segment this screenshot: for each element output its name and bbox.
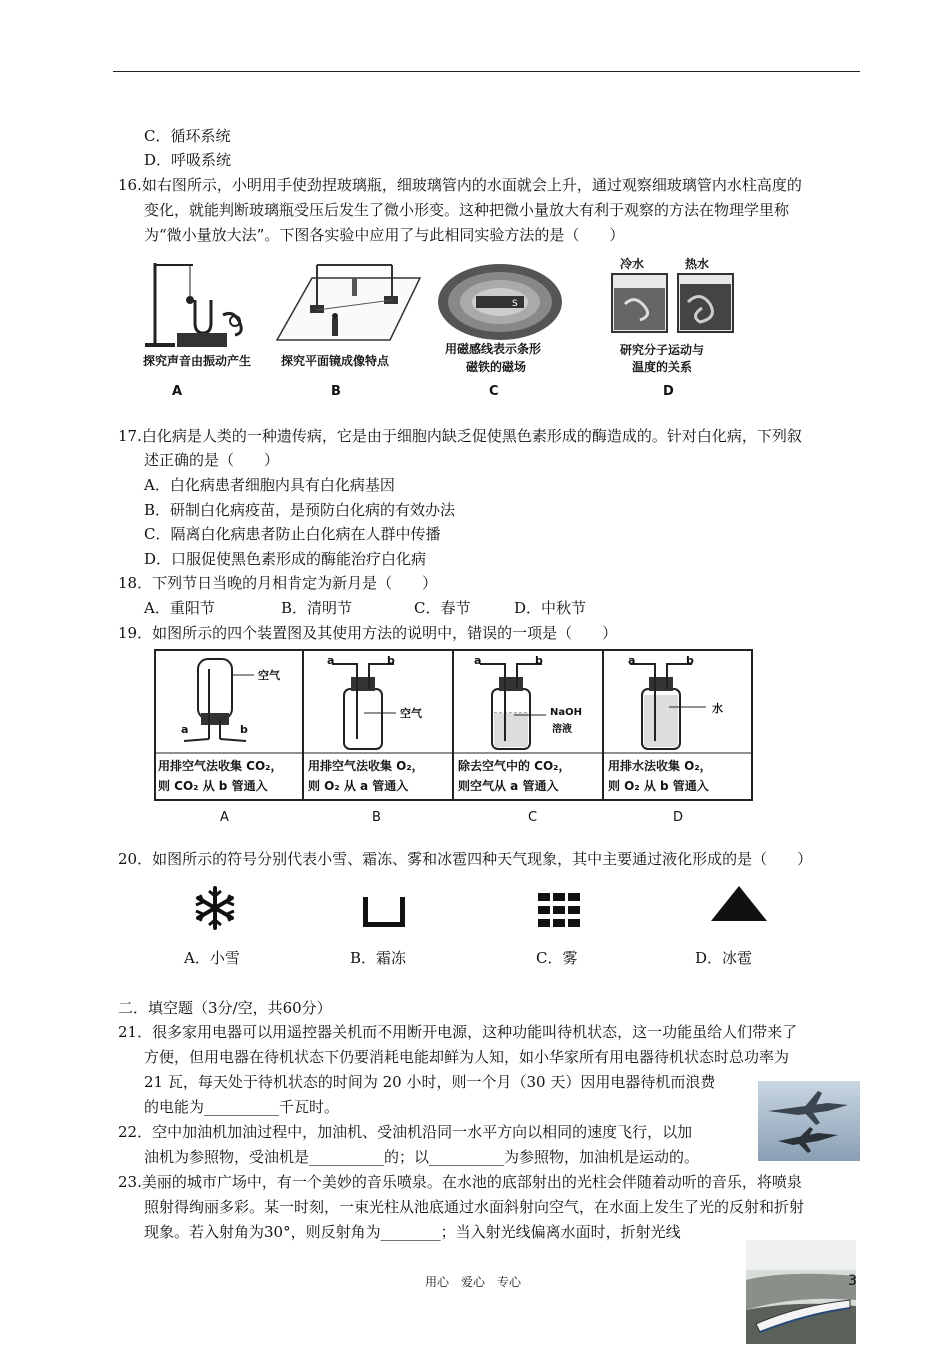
q16-line-2: 变化，就能判断玻璃瓶受压后发生了微小形变。这种把微小量放大有利于观察的方法在物理学里称: [144, 201, 790, 219]
q19-c-tube-b: b: [535, 654, 543, 667]
q16-figure-a: [135, 255, 260, 350]
q19-label-c: C: [528, 810, 538, 825]
q16-figure-b: [272, 260, 422, 345]
q22-line-2: 油机为参照物，受油机是__________的；以__________为参照物，加油机是运动的。: [144, 1148, 700, 1166]
option-d-top: D．呼吸系统: [144, 151, 232, 169]
q19-b-tube-b: b: [387, 654, 395, 667]
q19-d-tube-a: a: [628, 654, 636, 667]
q20-option-a: A．小雪: [184, 949, 240, 967]
q16-caption-d1: 研究分子运动与: [620, 343, 705, 357]
beaker-cold-label: 冷水: [620, 257, 645, 271]
q19-cell-d-1: 用排水法收集 O₂，: [608, 759, 712, 773]
q19-cell-a-2: 则 CO₂ 从 b 管通入: [158, 779, 268, 793]
footer-motto: 用心 爱心 专心: [425, 1275, 522, 1289]
q19-c-naoh: NaOH: [550, 707, 582, 718]
q19-cell-b-2: 则 O₂ 从 a 管通入: [308, 779, 409, 793]
q21-line-4: 的电能为__________千瓦时。: [144, 1098, 340, 1116]
q19-cell-c-1: 除去空气中的 CO₂，: [458, 759, 571, 773]
section-2-title: 二．填空题（3分/空，共60分）: [118, 999, 332, 1017]
q16-caption-c1: 用磁感线表示条形: [445, 342, 542, 356]
q16-line-3: 为“微小量放大法”。下图各实验中应用了与此相同实验方法的是（ ）: [144, 226, 625, 244]
q18-option-b: B．清明节: [281, 599, 353, 617]
train-photo: [746, 1240, 856, 1348]
q18-option-a: A．重阳节: [144, 599, 215, 617]
q19-a-tube-a: a: [181, 723, 189, 736]
beaker-hot-label: 热水: [685, 257, 710, 271]
q19-c-tube-a: a: [474, 654, 482, 667]
q19-a-tube-b: b: [240, 723, 248, 736]
q19-b-air: 空气: [400, 707, 422, 720]
q19-label-a: A: [220, 810, 229, 825]
option-c-top: C．循环系统: [144, 127, 231, 145]
q20-option-b: B．霜冻: [350, 949, 407, 967]
q23-line-1: 23.美丽的城市广场中，有一个美妙的音乐喷泉。在水池的底部射出的光柱会伴随着动听的音乐，将喷泉: [118, 1173, 802, 1191]
q19-line: 19．如图所示的四个装置图及其使用方法的说明中，错误的一项是（ ）: [118, 624, 618, 642]
header-rule: [113, 71, 860, 72]
magnet-s-label: S: [512, 299, 518, 309]
q21-line-2: 方便，但用电器在待机状态下仍要消耗电能却鲜为人知，如小华家所有用电器待机状态时总功率为: [144, 1048, 790, 1066]
q17-option-a: A．白化病患者细胞内具有白化病基因: [144, 476, 395, 494]
fog-symbol-icon: [538, 893, 580, 927]
q19-cell-d-2: 则 O₂ 从 b 管通入: [608, 779, 709, 793]
q20-option-d: D．冰雹: [695, 949, 753, 967]
q19-d-tube-b: b: [686, 654, 694, 667]
q16-caption-a: 探究声音由振动产生: [143, 354, 252, 368]
q17-option-c: C．隔离白化病患者防止白化病在人群中传播: [144, 525, 441, 543]
hail-symbol-icon: [710, 886, 768, 922]
q16-figure-d: [610, 272, 735, 334]
q16-label-b: B: [331, 384, 341, 399]
q16-caption-c2: 磁铁的磁场: [466, 360, 527, 374]
q18-option-c: C．春节: [414, 599, 471, 617]
q18-option-d: D．中秋节: [514, 599, 587, 617]
q19-a-air: 空气: [258, 669, 280, 682]
q20-line: 20．如图所示的符号分别代表小雪、霜冻、雾和冰雹四种天气现象，其中主要通过液化形成的是（ ）: [118, 850, 813, 868]
frost-symbol-icon: [363, 895, 405, 927]
q16-label-a: A: [172, 384, 183, 399]
q17-option-d: D．口服促使黑色素形成的酶能治疗白化病: [144, 550, 427, 568]
q16-caption-b: 探究平面镜成像特点: [281, 354, 390, 368]
q17-line-1: 17.白化病是人类的一种遗传病，它是由于细胞内缺乏促使黑色素形成的酶造成的。针对白化病，下列叙: [118, 427, 802, 445]
q16-line-1: 16.如右图所示，小明用手使劲捏玻璃瓶，细玻璃管内的水面就会上升，通过观察细玻璃管内水柱高度的: [118, 176, 802, 194]
q16-caption-d2: 温度的关系: [632, 360, 693, 374]
q19-cell-b-1: 用排空气法收集 O₂，: [308, 759, 424, 773]
q19-label-b: B: [372, 810, 381, 825]
q21-line-3: 21 瓦，每天处于待机状态的时间为 20 小时，则一个月（30 天）因用电器待机而浪费: [144, 1073, 716, 1091]
q16-figure-c: [436, 262, 564, 342]
q20-option-c: C．雾: [536, 949, 578, 967]
q19-label-d: D: [673, 810, 684, 825]
q18-line: 18．下列节日当晚的月相肯定为新月是（ ）: [118, 574, 438, 592]
page-number: 3: [848, 1273, 857, 1289]
q19-cell-c-2: 则空气从 a 管通入: [458, 779, 559, 793]
q19-cell-a-1: 用排空气法收集 CO₂，: [158, 759, 283, 773]
refueling-aircraft-photo: [758, 1081, 860, 1165]
q23-line-3: 现象。若入射角为30°，则反射角为________；当入射光线偏离水面时，折射光线: [144, 1223, 681, 1241]
snow-symbol-icon: [192, 885, 238, 931]
q16-label-d: D: [663, 384, 674, 399]
q21-line-1: 21．很多家用电器可以用遥控器关机而不用断开电源，这种功能叫待机状态，这一功能虽给人们带来了: [118, 1023, 798, 1041]
q22-line-1: 22．空中加油机加油过程中，加油机、受油机沿同一水平方向以相同的速度飞行，以加: [118, 1123, 693, 1141]
q19-b-tube-a: a: [327, 654, 335, 667]
q19-d-water: 水: [712, 702, 723, 715]
q17-line-2: 述正确的是（ ）: [144, 451, 280, 469]
q17-option-b: B．研制白化病疫苗，是预防白化病的有效办法: [144, 501, 456, 519]
q23-line-2: 照射得绚丽多彩。某一时刻，一束光柱从池底通过水面斜射向空气，在水面上发生了光的反射和折射: [144, 1198, 805, 1216]
q16-label-c: C: [489, 384, 499, 399]
q19-c-solution: 溶液: [552, 724, 572, 735]
